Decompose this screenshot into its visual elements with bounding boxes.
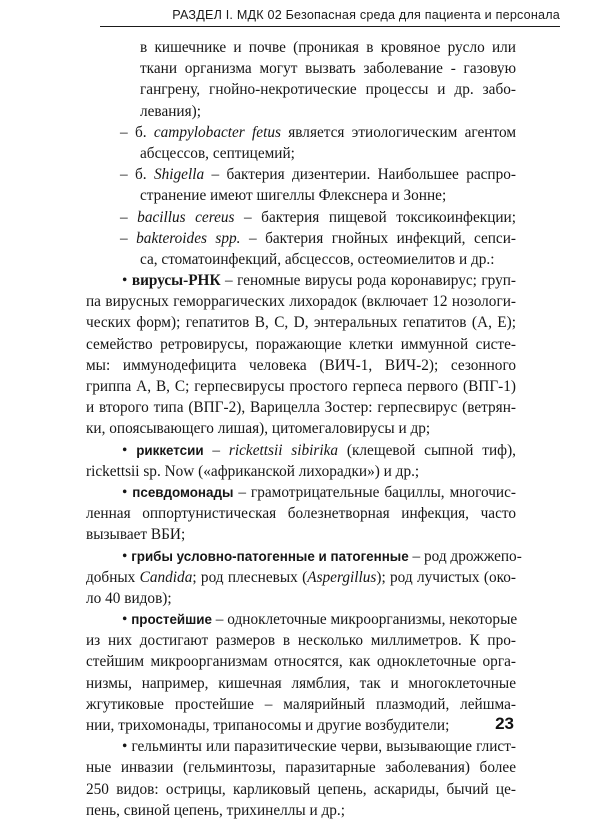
text-line (86, 355, 516, 376)
text-line (86, 609, 516, 630)
text-segment: вызывает ВБИ; (86, 526, 186, 544)
text-segment: ); род лучистых (око- (376, 568, 516, 586)
text-segment: ные инвазии (гельминтозы, паразитарные заболевания) более (86, 759, 516, 777)
text-segment: ленная оппортунистическая болезнетворная инфекция, часто (86, 505, 516, 523)
text-segment: – (203, 441, 229, 459)
text-line (86, 207, 516, 228)
text-line (86, 376, 516, 397)
text-line (86, 673, 516, 694)
text-line (86, 122, 516, 143)
text-segment: • (122, 547, 132, 565)
text-line (86, 461, 516, 482)
text-segment: – грамотрицательные бациллы, многочис- (233, 483, 516, 501)
text-segment: – бактерия гнойных инфекций, сепси- (240, 229, 517, 247)
running-header: РАЗДЕЛ I. МДК 02 Безопасная среда для пациента и персонала (100, 8, 560, 27)
text-line (86, 312, 516, 333)
text-line (86, 37, 516, 58)
text-line (86, 546, 522, 567)
text-segment: rickettsii sp. Now («африканской лихорадки») и др.; (86, 462, 420, 480)
latin-term: Shigella (153, 166, 205, 184)
text-segment: – (120, 208, 138, 226)
text-line (86, 58, 516, 79)
latin-term: bacillus cereus (137, 208, 235, 226)
text-segment: ческих форм); гепатитов B, C, D, энтеральных гепатитов (A, E); (86, 314, 516, 332)
text-line (86, 185, 516, 206)
text-line (86, 736, 516, 757)
text-segment: гангрену, гнойно-некротические процессы и др. забо- (140, 81, 516, 99)
text-segment: – б. (120, 123, 154, 141)
text-segment: мы: иммунодефицита человека (ВИЧ-1, ВИЧ-2); сезонного (86, 356, 516, 374)
latin-term: campylobacter fetus (153, 123, 281, 141)
text-segment: пень, свиной цепень, трихинеллы и др.; (86, 801, 345, 819)
text-line (86, 503, 516, 524)
text-line (86, 440, 516, 461)
term-heading: вирусы-РНК (131, 272, 221, 290)
text-line (86, 779, 516, 800)
text-line (86, 630, 516, 651)
text-segment: па вирусных геморрагических лихорадок (включает 12 нозологи- (86, 293, 516, 311)
latin-term: rickettsii sibirika (228, 441, 339, 459)
term-heading: грибы условно-патогенные и патогенные (131, 548, 409, 564)
text-segment: нии, трихомонады, трипаносомы и другие возбудители; (86, 717, 450, 734)
text-line (86, 715, 516, 736)
text-segment: низмы, например, кишечная лямблия, так и многоклеточные (86, 674, 516, 692)
text-segment: и второго типа (ВПГ-2), Варицелла Зостер: герпесвирус (ветрян- (86, 399, 516, 417)
text-segment: – (120, 229, 137, 247)
page-body-text (86, 37, 522, 821)
text-line (86, 334, 516, 355)
text-segment: странение имеют шигеллы Флекснера и Зонне; (140, 187, 447, 205)
text-segment: • (122, 272, 132, 290)
text-segment: левания); (140, 102, 201, 120)
latin-term: Candida (139, 568, 193, 586)
text-segment: – геномные вирусы рода коронавирус; груп- (220, 272, 516, 290)
text-segment: • (122, 483, 133, 501)
text-segment: семейство ретровирусы, поражающие клетки иммунной систе- (86, 335, 516, 353)
text-segment: 250 видов: острицы, карликовый цепень, аскариды, бычий це- (86, 780, 516, 798)
latin-term: bakteroides spp. (136, 229, 241, 247)
text-segment: в кишечнике и почве (проникая в кровяное русло или (140, 39, 516, 56)
text-line (86, 800, 516, 821)
text-segment: • (122, 611, 132, 629)
text-line (86, 270, 516, 291)
text-segment: – бактерия пищевой токсикоинфекции; (234, 208, 516, 226)
text-segment: – б. (120, 166, 154, 184)
page-number: 23 (495, 714, 514, 733)
text-segment: • (122, 441, 137, 459)
text-segment: ткани организма могут вызвать заболевание - газовую (140, 60, 516, 78)
text-line (86, 79, 516, 100)
text-segment: абсцессов, септицемий; (140, 144, 295, 162)
text-segment: гриппа A, B, C; герпесвирусы простого герпеса первого (ВПГ-1) (86, 378, 516, 395)
text-line (86, 588, 516, 609)
text-line (86, 482, 516, 503)
text-segment: стейшим микроорганизмам относятся, как одноклеточные орга- (86, 653, 516, 671)
text-segment: ; род плесневых ( (192, 568, 308, 586)
text-line (86, 143, 516, 164)
text-line (86, 694, 516, 715)
text-line (86, 291, 516, 312)
text-segment: является этиологическим агентом (280, 123, 516, 141)
text-segment: из них достигают размеров в несколько миллиметров. К про- (86, 632, 516, 650)
text-line (86, 651, 516, 672)
term-heading: риккетсии (136, 442, 204, 458)
text-line (86, 567, 516, 588)
text-segment: • гельминты или паразитические черви, вызывающие глист- (122, 738, 516, 756)
text-segment: – род дрожжепо- (408, 547, 522, 565)
text-segment: – одноклеточные микроорганизмы, некоторые (211, 611, 518, 629)
text-segment: – бактерия дизентерии. Наибольшее распро- (204, 166, 517, 184)
text-line (86, 164, 516, 185)
text-line (86, 249, 516, 270)
text-segment: (клещевой сыпной тиф), (338, 441, 516, 459)
term-heading: простейшие (131, 612, 212, 628)
text-line (86, 418, 516, 439)
latin-term: Aspergillus (307, 568, 377, 586)
text-line (86, 397, 516, 418)
text-segment: жгутиковые простейшие – малярийный плазмодий, лейшма- (86, 695, 516, 713)
term-heading: псевдомонады (132, 484, 234, 500)
text-segment: ло 40 видов); (86, 589, 172, 607)
text-segment: ки, опоясывающего лишая), цитомегаловирусы и др; (86, 420, 431, 438)
text-line (86, 101, 516, 122)
text-segment: са, стоматоинфекций, абсцессов, остеомиелитов и др.: (140, 250, 495, 268)
text-line (86, 524, 516, 545)
text-line (86, 228, 516, 249)
text-segment: добных (86, 568, 140, 586)
text-line (86, 757, 516, 778)
